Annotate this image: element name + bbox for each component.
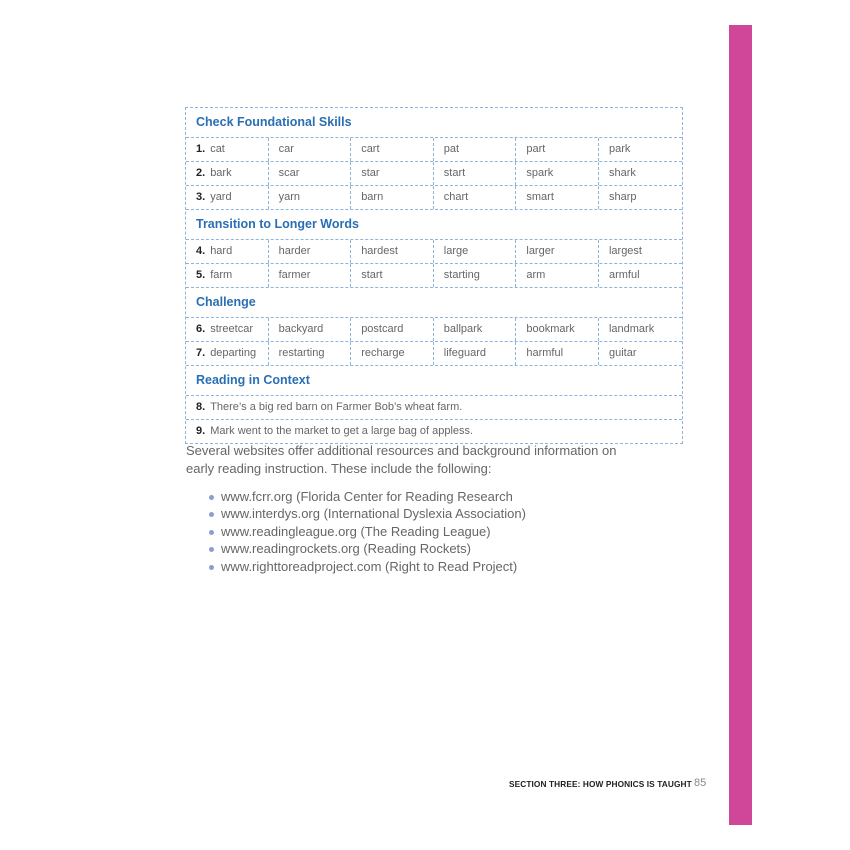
table-cell: arm bbox=[516, 264, 599, 287]
table-cell: scar bbox=[269, 162, 352, 185]
word: bark bbox=[210, 167, 232, 179]
table-cell: recharge bbox=[351, 342, 434, 365]
word: farm bbox=[210, 269, 233, 281]
table-cell: farmer bbox=[269, 264, 352, 287]
list-item bbox=[209, 540, 526, 557]
table-cell: bookmark bbox=[516, 318, 599, 341]
list-item bbox=[209, 523, 526, 540]
table-cell: star bbox=[351, 162, 434, 185]
table-cell: starting bbox=[434, 264, 517, 287]
table-cell bbox=[186, 396, 682, 419]
row-number: 3. bbox=[196, 191, 206, 203]
table-row bbox=[186, 318, 682, 342]
resource-list bbox=[209, 488, 526, 575]
row-number: 5. bbox=[196, 269, 206, 281]
table-cell: harmful bbox=[516, 342, 599, 365]
table-cell: park bbox=[608, 143, 631, 155]
table-cell: chart bbox=[434, 186, 517, 209]
bullet-icon bbox=[209, 495, 214, 500]
word: departing bbox=[210, 347, 257, 359]
table-row bbox=[186, 396, 682, 420]
word: cat bbox=[210, 143, 225, 155]
table-cell: harder bbox=[269, 240, 352, 263]
section-heading: Transition to Longer Words bbox=[186, 210, 682, 240]
table-cell bbox=[186, 318, 269, 341]
table-cell bbox=[186, 240, 269, 263]
bullet-icon bbox=[209, 512, 214, 517]
resource-link[interactable]: www.readingrockets.org (Reading Rockets) bbox=[221, 541, 471, 557]
resource-link[interactable]: www.righttoreadproject.com (Right to Read Project) bbox=[221, 558, 518, 574]
intro-paragraph: Several websites offer additional resources and background information on early reading instruction. These include the following: bbox=[186, 443, 617, 476]
table-cell bbox=[186, 420, 682, 443]
table-cell bbox=[186, 264, 269, 287]
resource-link[interactable]: www.fcrr.org (Florida Center for Reading Research bbox=[221, 489, 513, 504]
section-heading: Reading in Context bbox=[186, 366, 682, 396]
page-number: 85 bbox=[694, 777, 707, 789]
section-heading: Check Foundational Skills bbox=[186, 108, 682, 138]
table-cell: barn bbox=[351, 186, 434, 209]
resource-link[interactable]: www.readingleague.org (The Reading League) bbox=[221, 523, 491, 539]
table-cell: car bbox=[269, 138, 352, 161]
table-cell: shark bbox=[608, 167, 636, 179]
table-cell: restarting bbox=[269, 342, 352, 365]
table-cell: cart bbox=[351, 138, 434, 161]
table-cell bbox=[186, 342, 269, 365]
word: yard bbox=[210, 191, 232, 203]
bullet-icon bbox=[209, 565, 214, 570]
list-item bbox=[209, 505, 526, 522]
table-cell: pat bbox=[434, 138, 517, 161]
table-cell: part bbox=[516, 138, 599, 161]
bullet-icon bbox=[209, 547, 214, 552]
table-row bbox=[186, 186, 682, 210]
table-cell bbox=[186, 186, 269, 209]
table-cell: guitar bbox=[608, 347, 637, 359]
table-cell: hardest bbox=[351, 240, 434, 263]
sentence: There’s a big red barn on Farmer Bob’s wheat farm. bbox=[210, 401, 463, 413]
row-number: 4. bbox=[196, 245, 206, 257]
table-cell bbox=[186, 138, 269, 161]
table-cell: yarn bbox=[269, 186, 352, 209]
row-number: 7. bbox=[196, 347, 206, 359]
footer-section-title: SECTION THREE: HOW PHONICS IS TAUGHT bbox=[509, 779, 692, 789]
table-cell: start bbox=[351, 264, 434, 287]
table-cell: postcard bbox=[351, 318, 434, 341]
table-row bbox=[186, 342, 682, 366]
table-cell: largest bbox=[608, 245, 642, 257]
table-cell: lifeguard bbox=[434, 342, 517, 365]
table-cell: armful bbox=[608, 269, 640, 281]
table-cell: spark bbox=[516, 162, 599, 185]
table-row bbox=[186, 162, 682, 186]
sentence: Mark went to the market to get a large bag of appless. bbox=[210, 425, 474, 437]
table-row bbox=[186, 240, 682, 264]
row-number: 9. bbox=[196, 425, 206, 437]
table-row bbox=[186, 264, 682, 288]
list-item bbox=[209, 488, 526, 505]
table-cell: backyard bbox=[269, 318, 352, 341]
section-heading: Challenge bbox=[186, 288, 682, 318]
phonics-word-table bbox=[185, 107, 683, 444]
pink-side-bar bbox=[729, 25, 752, 825]
row-number: 8. bbox=[196, 401, 206, 413]
table-cell: smart bbox=[516, 186, 599, 209]
row-number: 1. bbox=[196, 143, 206, 155]
table-row bbox=[186, 138, 682, 162]
table-cell bbox=[186, 162, 269, 185]
table-cell: ballpark bbox=[434, 318, 517, 341]
list-item bbox=[209, 558, 526, 575]
word: hard bbox=[210, 245, 233, 257]
table-cell: start bbox=[434, 162, 517, 185]
row-number: 6. bbox=[196, 323, 206, 335]
bullet-icon bbox=[209, 530, 214, 535]
table-cell: sharp bbox=[608, 191, 637, 203]
table-cell: large bbox=[434, 240, 517, 263]
table-row bbox=[186, 420, 682, 443]
table-cell: larger bbox=[516, 240, 599, 263]
table-cell: landmark bbox=[608, 323, 655, 335]
row-number: 2. bbox=[196, 167, 206, 179]
word: streetcar bbox=[210, 323, 253, 335]
resource-link[interactable]: www.interdys.org (International Dyslexia Association) bbox=[221, 506, 526, 522]
